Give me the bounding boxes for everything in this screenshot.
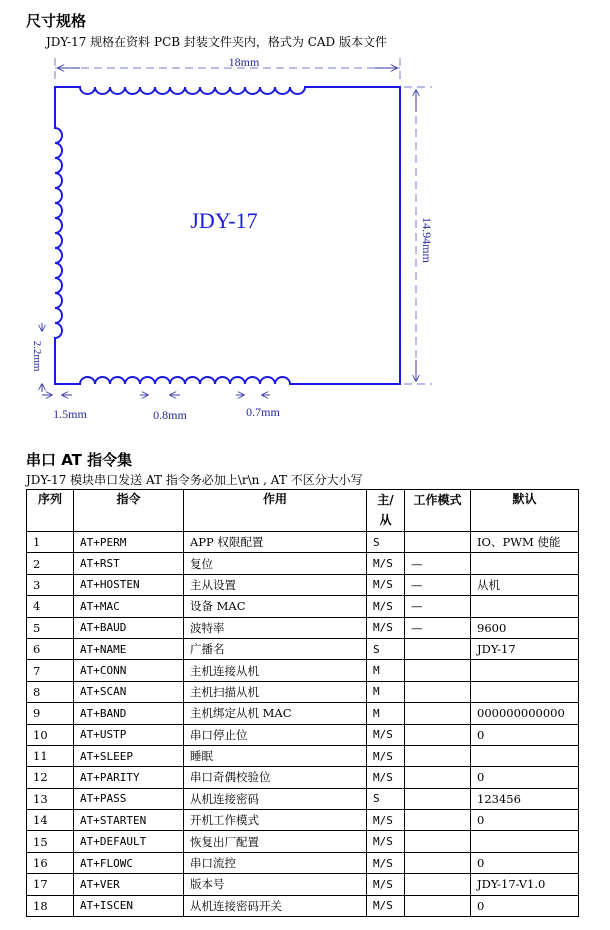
cell-mode: M/S: [367, 810, 405, 831]
cell-function: 串口流控: [184, 852, 367, 873]
cell-work-mode: [405, 532, 471, 553]
header-index: 序列: [27, 490, 74, 532]
cell-function: 主机连接从机: [184, 660, 367, 681]
pin-height-label: 2.2mm: [31, 340, 43, 372]
cell-index: 15: [27, 831, 74, 852]
cell-default: [471, 831, 579, 852]
cell-function: APP 权限配置: [184, 532, 367, 553]
cell-default: IO、PWM 使能: [471, 532, 579, 553]
cell-function: 串口停止位: [184, 724, 367, 745]
cell-index: 2: [27, 553, 74, 574]
cell-command: AT+USTP: [74, 724, 184, 745]
cell-default: JDY-17: [471, 638, 579, 659]
cell-command: AT+PARITY: [74, 767, 184, 788]
table-row: [27, 874, 579, 895]
edge-offset-label: 1.5mm: [53, 407, 87, 421]
cell-command: AT+HOSTEN: [74, 574, 184, 595]
cell-function: 串口奇偶校验位: [184, 767, 367, 788]
cell-function: 睡眠: [184, 745, 367, 766]
cell-index: 11: [27, 745, 74, 766]
table-row: [27, 831, 579, 852]
cell-mode: M/S: [367, 767, 405, 788]
cell-command: AT+PERM: [74, 532, 184, 553]
header-work-mode: 工作模式: [405, 490, 471, 532]
cell-function: 开机工作模式: [184, 810, 367, 831]
cell-work-mode: [405, 895, 471, 916]
header-default: 默认: [471, 490, 579, 532]
cell-mode: M/S: [367, 724, 405, 745]
cell-index: 9: [27, 703, 74, 724]
cell-function: 复位: [184, 553, 367, 574]
cell-mode: M: [367, 703, 405, 724]
cell-default: [471, 553, 579, 574]
cell-index: 5: [27, 617, 74, 638]
cell-command: AT+BAUD: [74, 617, 184, 638]
cell-work-mode: [405, 660, 471, 681]
header-mode: 主/从: [367, 490, 405, 532]
cell-command: AT+SCAN: [74, 681, 184, 702]
table-row: [27, 574, 579, 595]
table-header-row: [27, 490, 579, 532]
cell-work-mode: [405, 745, 471, 766]
cell-mode: M: [367, 681, 405, 702]
cell-mode: S: [367, 532, 405, 553]
cell-work-mode: [405, 724, 471, 745]
cell-work-mode: —: [405, 574, 471, 595]
module-outline: [55, 87, 400, 384]
table-row: [27, 617, 579, 638]
cell-mode: M: [367, 660, 405, 681]
cell-default: 000000000000: [471, 703, 579, 724]
cell-default: [471, 681, 579, 702]
width-label: 18mm: [228, 55, 260, 69]
cell-function: 从机连接密码: [184, 788, 367, 809]
cell-work-mode: [405, 874, 471, 895]
pad-gap-label: 0.7mm: [246, 405, 280, 419]
at-command-table: [26, 489, 579, 917]
cell-function: 广播名: [184, 638, 367, 659]
cell-function: 恢复出厂配置: [184, 831, 367, 852]
table-row: [27, 638, 579, 659]
cell-index: 4: [27, 596, 74, 617]
cell-mode: S: [367, 638, 405, 659]
cell-default: [471, 745, 579, 766]
cell-work-mode: —: [405, 596, 471, 617]
cell-default: 0: [471, 724, 579, 745]
cell-default: 0: [471, 767, 579, 788]
cell-mode: M/S: [367, 617, 405, 638]
cell-default: 从机: [471, 574, 579, 595]
cell-work-mode: [405, 788, 471, 809]
cell-mode: M/S: [367, 831, 405, 852]
cell-command: AT+CONN: [74, 660, 184, 681]
cell-index: 10: [27, 724, 74, 745]
size-section-description: JDY-17 规格在资料 PCB 封装文件夹内，格式为 CAD 版本文件: [46, 35, 387, 49]
table-row: [27, 596, 579, 617]
table-row: [27, 660, 579, 681]
cell-index: 8: [27, 681, 74, 702]
cell-index: 3: [27, 574, 74, 595]
cell-default: JDY-17-V1.0: [471, 874, 579, 895]
cell-function: 从机连接密码开关: [184, 895, 367, 916]
size-section-title: 尺寸规格: [26, 12, 87, 30]
table-row: [27, 553, 579, 574]
cell-default: 0: [471, 852, 579, 873]
table-row: [27, 767, 579, 788]
cell-index: 13: [27, 788, 74, 809]
cell-work-mode: [405, 810, 471, 831]
at-section-title: 串口 AT 指令集: [26, 451, 133, 469]
module-label: JDY-17: [190, 208, 258, 233]
cell-command: AT+VER: [74, 874, 184, 895]
cell-command: AT+DEFAULT: [74, 831, 184, 852]
cell-command: AT+BAND: [74, 703, 184, 724]
table-row: [27, 788, 579, 809]
table-row: [27, 810, 579, 831]
cell-function: 主机绑定从机 MAC: [184, 703, 367, 724]
table-row: [27, 681, 579, 702]
cell-mode: S: [367, 788, 405, 809]
cell-work-mode: [405, 703, 471, 724]
cell-function: 版本号: [184, 874, 367, 895]
cell-default: 123456: [471, 788, 579, 809]
cell-mode: M/S: [367, 895, 405, 916]
cell-work-mode: [405, 831, 471, 852]
cell-default: [471, 660, 579, 681]
cell-command: AT+STARTEN: [74, 810, 184, 831]
cell-mode: M/S: [367, 745, 405, 766]
cell-mode: M/S: [367, 596, 405, 617]
cell-index: 1: [27, 532, 74, 553]
cell-command: AT+SLEEP: [74, 745, 184, 766]
cell-mode: M/S: [367, 574, 405, 595]
cell-command: AT+PASS: [74, 788, 184, 809]
table-row: [27, 745, 579, 766]
cell-function: 设备 MAC: [184, 596, 367, 617]
cell-command: AT+ISCEN: [74, 895, 184, 916]
cell-mode: M/S: [367, 553, 405, 574]
cell-command: AT+RST: [74, 553, 184, 574]
cell-index: 17: [27, 874, 74, 895]
cell-mode: M/S: [367, 874, 405, 895]
cell-work-mode: [405, 852, 471, 873]
at-section-description: JDY-17 模块串口发送 AT 指令务必加上\r\n , AT 不区分大小写: [26, 473, 363, 487]
cell-command: AT+FLOWC: [74, 852, 184, 873]
header-function: 作用: [184, 490, 367, 532]
cell-work-mode: [405, 638, 471, 659]
cell-default: [471, 596, 579, 617]
height-label: 14.94mm: [420, 217, 434, 263]
table-row: [27, 724, 579, 745]
cell-index: 7: [27, 660, 74, 681]
table-row: [27, 703, 579, 724]
cell-mode: M/S: [367, 852, 405, 873]
header-command: 指令: [74, 490, 184, 532]
cell-index: 6: [27, 638, 74, 659]
table-row: [27, 852, 579, 873]
cell-work-mode: —: [405, 617, 471, 638]
cell-default: 0: [471, 895, 579, 916]
cell-command: AT+MAC: [74, 596, 184, 617]
cell-index: 16: [27, 852, 74, 873]
cell-default: 0: [471, 810, 579, 831]
cell-index: 14: [27, 810, 74, 831]
cell-work-mode: [405, 681, 471, 702]
table-row: [27, 895, 579, 916]
cell-function: 主从设置: [184, 574, 367, 595]
cell-function: 波特率: [184, 617, 367, 638]
cell-index: 12: [27, 767, 74, 788]
module-dimension-drawing: [0, 0, 610, 430]
cell-index: 18: [27, 895, 74, 916]
cell-function: 主机扫描从机: [184, 681, 367, 702]
cell-work-mode: —: [405, 553, 471, 574]
cell-command: AT+NAME: [74, 638, 184, 659]
pad-width-label: 0.8mm: [153, 408, 187, 422]
cell-default: 9600: [471, 617, 579, 638]
table-row: [27, 532, 579, 553]
cell-work-mode: [405, 767, 471, 788]
